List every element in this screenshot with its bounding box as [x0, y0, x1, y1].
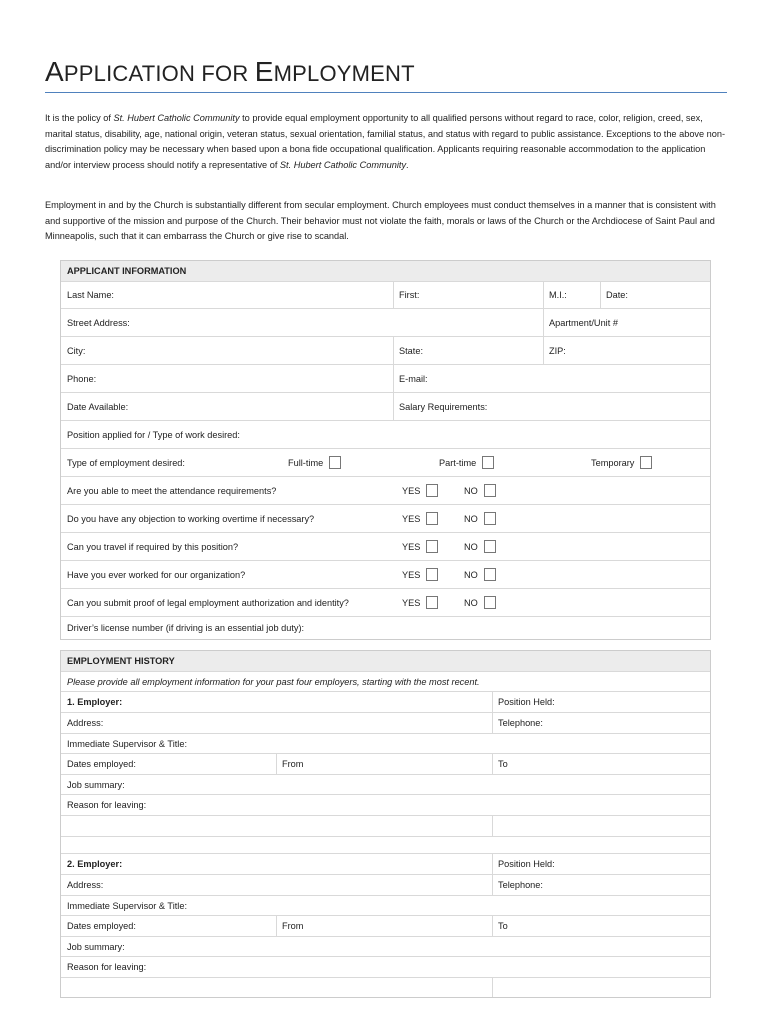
fulltime-checkbox[interactable] — [329, 456, 341, 469]
summary-row — [61, 936, 710, 956]
dates-row — [61, 753, 710, 774]
position-row — [61, 420, 710, 448]
city-row — [61, 336, 710, 364]
instructions-row — [61, 671, 710, 691]
question-row — [61, 560, 710, 588]
blank-row — [61, 977, 710, 997]
page-title: APPLICATION FOR EMPLOYMENT — [45, 56, 415, 87]
salary-field[interactable]: Salary Requirements: — [399, 401, 488, 412]
reason-for-leaving-field[interactable]: Reason for leaving: — [67, 962, 147, 972]
address-row — [61, 308, 710, 336]
dates-row — [61, 915, 710, 936]
employer-2-field[interactable]: 2. Employer: — [67, 859, 123, 869]
supervisor-row — [61, 733, 710, 753]
position-held-field[interactable]: Position Held: — [498, 697, 555, 707]
name-row — [61, 281, 710, 308]
question-overtime: Do you have any objection to working overtime if necessary? — [67, 513, 315, 524]
apartment-field[interactable]: Apartment/Unit # — [549, 317, 618, 328]
no-option[interactable]: NO — [458, 477, 518, 504]
summary-row — [61, 774, 710, 794]
dates-employed-label: Dates employed: — [67, 921, 136, 931]
section-header: EMPLOYMENT HISTORY — [61, 651, 710, 671]
supervisor-row — [61, 895, 710, 915]
contact-row — [61, 364, 710, 392]
question-row — [61, 504, 710, 532]
title-divider — [45, 92, 727, 93]
yes-option[interactable]: YES — [396, 533, 456, 560]
yes-checkbox[interactable] — [426, 540, 438, 553]
license-field[interactable]: Driver’s license number (if driving is an essential job duty): — [67, 623, 305, 633]
position-field[interactable]: Position applied for / Type of work desired: — [67, 429, 240, 440]
job-summary-field[interactable]: Job summary: — [67, 779, 125, 790]
temporary-option[interactable]: Temporary — [585, 449, 705, 476]
fulltime-option[interactable]: Full-time — [282, 449, 402, 476]
employment-type-label: Type of employment desired: — [67, 457, 185, 468]
job-summary-field[interactable]: Job summary: — [67, 941, 125, 952]
instructions-text: Please provide all employment information for your past four employers, starting with the most recent. — [67, 676, 480, 687]
spacer-row — [61, 836, 710, 853]
yes-checkbox[interactable] — [426, 512, 438, 525]
question-travel: Can you travel if required by this position? — [67, 541, 239, 552]
telephone-field[interactable]: Telephone: — [498, 880, 543, 890]
yes-option[interactable]: YES — [396, 477, 456, 504]
parttime-checkbox[interactable] — [482, 456, 494, 469]
supervisor-field[interactable]: Immediate Supervisor & Title: — [67, 738, 187, 749]
policy-paragraph: It is the policy of St. Hubert Catholic Community to provide equal employment opportunity to all qualified persons without regard to race, color, religion, creed, sex, marital status, disability, age, national origin, veteran status, sexual orientation, familial status, and status with regard to public assistance. Exceptions to the above non-discrimination policy may be necessary when based upon a bona fide occupational qualification. Applicants requiring reasonable accommodation to the application and/or interview process should notify a representative of St. Hubert Catholic Community. — [45, 113, 726, 170]
yes-option[interactable]: YES — [396, 505, 456, 532]
yes-checkbox[interactable] — [426, 596, 438, 609]
employer-1-field[interactable]: 1. Employer: — [67, 697, 123, 707]
license-row — [61, 616, 710, 639]
from-field[interactable]: From — [282, 921, 304, 931]
employment-type-row — [61, 448, 710, 476]
last-name-field[interactable]: Last Name: — [67, 290, 114, 300]
supervisor-field[interactable]: Immediate Supervisor & Title: — [67, 900, 187, 911]
address-field[interactable]: Address: — [67, 718, 104, 728]
reason-row — [61, 956, 710, 977]
from-field[interactable]: From — [282, 759, 304, 769]
question-row — [61, 532, 710, 560]
address-field[interactable]: Address: — [67, 880, 104, 890]
reason-for-leaving-field[interactable]: Reason for leaving: — [67, 800, 147, 810]
zip-field[interactable]: ZIP: — [549, 345, 566, 356]
phone-field[interactable]: Phone: — [67, 373, 97, 384]
question-attendance: Are you able to meet the attendance requirements? — [67, 485, 277, 496]
no-checkbox[interactable] — [484, 484, 496, 497]
no-checkbox[interactable] — [484, 512, 496, 525]
position-held-field[interactable]: Position Held: — [498, 859, 555, 869]
question-worked-before: Have you ever worked for our organization? — [67, 569, 246, 580]
no-checkbox[interactable] — [484, 540, 496, 553]
address-row — [61, 712, 710, 733]
address-row — [61, 874, 710, 895]
employment-history-section — [60, 650, 711, 998]
state-field[interactable]: State: — [399, 345, 424, 356]
temporary-checkbox[interactable] — [640, 456, 652, 469]
question-row — [61, 476, 710, 504]
question-legal-authorization: Can you submit proof of legal employment authorization and identity? — [67, 597, 349, 608]
no-option[interactable]: NO — [458, 505, 518, 532]
question-row — [61, 588, 710, 616]
to-field[interactable]: To — [498, 921, 508, 931]
applicant-information-section — [60, 260, 711, 640]
to-field[interactable]: To — [498, 759, 508, 769]
blank-row — [61, 815, 710, 836]
middle-initial-field[interactable]: M.I.: — [549, 290, 567, 300]
employer-row — [61, 691, 710, 712]
employer-row — [61, 853, 710, 874]
first-name-field[interactable]: First: — [399, 290, 420, 300]
date-available-field[interactable]: Date Available: — [67, 401, 129, 412]
no-checkbox[interactable] — [484, 596, 496, 609]
street-address-field[interactable]: Street Address: — [67, 317, 130, 328]
yes-option[interactable]: YES — [396, 561, 456, 588]
yes-checkbox[interactable] — [426, 568, 438, 581]
city-field[interactable]: City: — [67, 345, 86, 356]
no-option[interactable]: NO — [458, 533, 518, 560]
section-header: APPLICANT INFORMATION — [61, 261, 710, 281]
yes-option[interactable]: YES — [396, 589, 456, 616]
no-checkbox[interactable] — [484, 568, 496, 581]
no-option[interactable]: NO — [458, 561, 518, 588]
no-option[interactable]: NO — [458, 589, 518, 616]
telephone-field[interactable]: Telephone: — [498, 718, 543, 728]
parttime-option[interactable]: Part-time — [433, 449, 553, 476]
reason-row — [61, 794, 710, 815]
employment-paragraph: Employment in and by the Church is substantially different from secular employment. Church employees must conduct themselves in a manner that is consistent with and supportive of the mission and purpose of the Church. Their behavior must not violate the faith, morals or laws of the Church or the Archdiocese of Saint Paul and Minneapolis, such that it can embarrass the Church or give rise to scandal. — [45, 200, 716, 241]
dates-employed-label: Dates employed: — [67, 759, 136, 769]
yes-checkbox[interactable] — [426, 484, 438, 497]
date-field[interactable]: Date: — [606, 290, 628, 300]
availability-row — [61, 392, 710, 420]
email-field[interactable]: E-mail: — [399, 373, 428, 384]
